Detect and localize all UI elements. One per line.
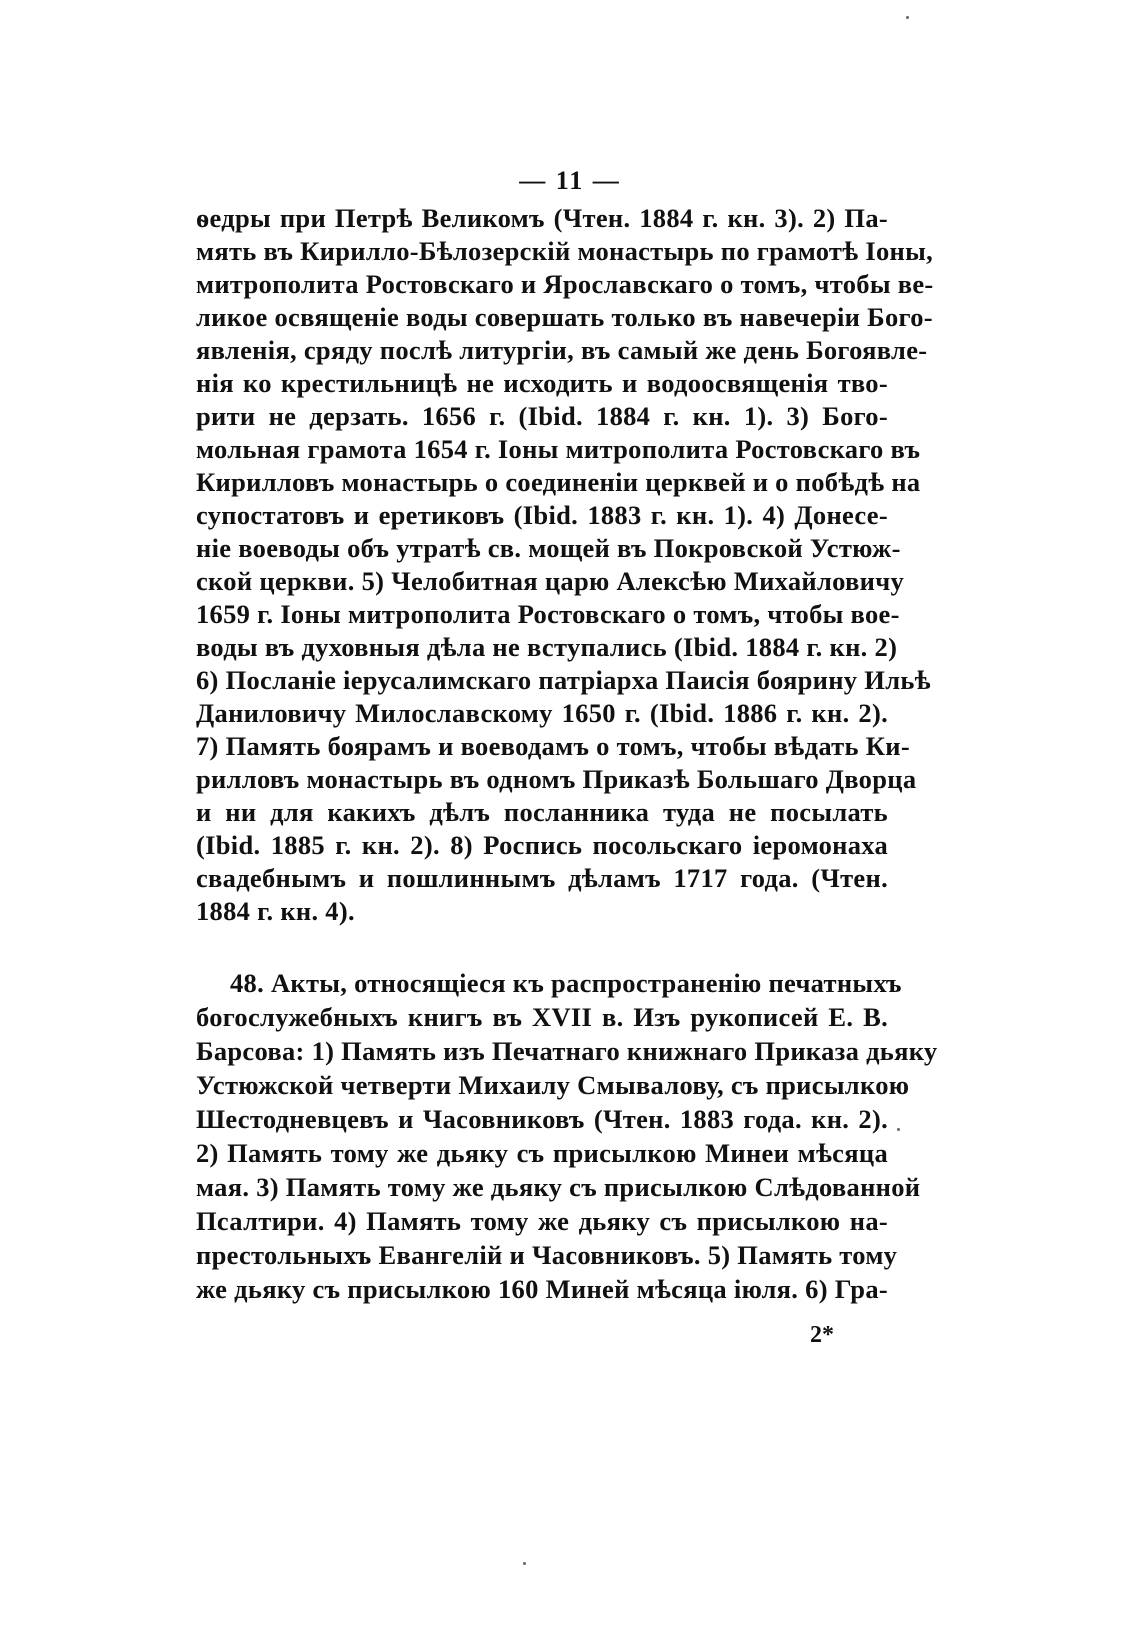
text-line: ской церкви. 5) Челобитная царю Алексѣю Михайловичу [196, 566, 905, 596]
text-line: мая. 3) Память тому же дьяку съ присылкою Слѣдованной [196, 1172, 921, 1202]
text-line: 1659 г. Іоны митрополита Ростовскаго о томъ, чтобы вое- [196, 599, 900, 629]
text-line: мять въ Кирилло-Бѣлозерскій монастырь по грамотѣ Іоны, [196, 236, 934, 266]
text-line: свадебнымъ и пошлиннымъ дѣламъ 1717 года. (Чтен. [196, 863, 888, 893]
text-line: мольная грамота 1654 г. Іоны митрополита Ростовскаго въ [196, 434, 921, 464]
text-line: Устюжской четверти Михаилу Смывалову, съ присылкою [196, 1070, 910, 1100]
text-line: же дьяку съ присылкою 160 Миней мѣсяца іюля. 6) Гра- [196, 1274, 888, 1304]
signature-mark: 2* [810, 1322, 834, 1348]
text-line: рилловъ монастырь въ одномъ Приказѣ Большаго Дворца [196, 764, 917, 794]
text-line: Барсова: 1) Память изъ Печатнаго книжнаго Приказа дьяку [196, 1036, 938, 1066]
text-line: Кирилловъ монастырь о соединеніи церквей и о побѣдѣ на [196, 467, 921, 497]
text-line: Псалтири. 4) Память тому же дьяку съ присылкою на- [196, 1206, 888, 1236]
text-line: воды въ духовныя дѣла не вступались (Ibid. 1884 г. кн. 2) [196, 632, 898, 662]
text-line: 6) Посланіе іерусалимскаго патріарха Паисія боярину Ильѣ [196, 665, 931, 695]
text-line: нія ко крестильницѣ не исходить и водоосвященія тво- [196, 368, 888, 398]
text-line: ликое освященіе воды совершать только въ навечеріи Бого- [196, 302, 933, 332]
text-line: супостатовъ и еретиковъ (Ibid. 1883 г. кн. 1). 4) Донесе- [196, 500, 888, 530]
text-line: ѳедры при Петрѣ Великомъ (Чтен. 1884 г. кн. 3). 2) Па- [196, 203, 888, 233]
text-line: рити не дерзать. 1656 г. (Ibid. 1884 г. кн. 1). 3) Бого- [196, 401, 888, 431]
text-line: (Ibid. 1885 г. кн. 2). 8) Роспись посольскаго іеромонаха [196, 830, 888, 860]
text-line: богослужебныхъ книгъ въ XVII в. Изъ рукописей Е. В. [196, 1002, 888, 1032]
scan-speck [897, 1128, 900, 1131]
text-line: 48. Акты, относящіеся къ распространенію печатныхъ [230, 968, 902, 998]
text-line: и ни для какихъ дѣлъ посланника туда не посылать [196, 797, 888, 827]
text-line: ніе воеводы объ утратѣ св. мощей въ Покровской Устюж- [196, 533, 901, 563]
text-line: престольныхъ Евангелій и Часовниковъ. 5) Память тому [196, 1240, 898, 1270]
text-line: Шестодневцевъ и Часовниковъ (Чтен. 1883 года. кн. 2). [196, 1104, 888, 1134]
text-line: 2) Память тому же дьяку съ присылкою Минеи мѣсяца [196, 1138, 888, 1168]
text-line: 1884 г. кн. 4). [196, 896, 355, 926]
text-line: митрополита Ростовскаго и Ярославскаго о томъ, чтобы ве- [196, 269, 934, 299]
scan-speck [906, 16, 909, 19]
text-line: 7) Память боярамъ и воеводамъ о томъ, чтобы вѣдать Ки- [196, 731, 910, 761]
text-line: Даниловичу Милославскому 1650 г. (Ibid. 1886 г. кн. 2). [196, 698, 888, 728]
page-number: — 11 — [519, 166, 621, 195]
text-line: явленія, сряду послѣ литургіи, въ самый же день Богоявле- [196, 335, 928, 365]
scan-speck [523, 1562, 526, 1565]
